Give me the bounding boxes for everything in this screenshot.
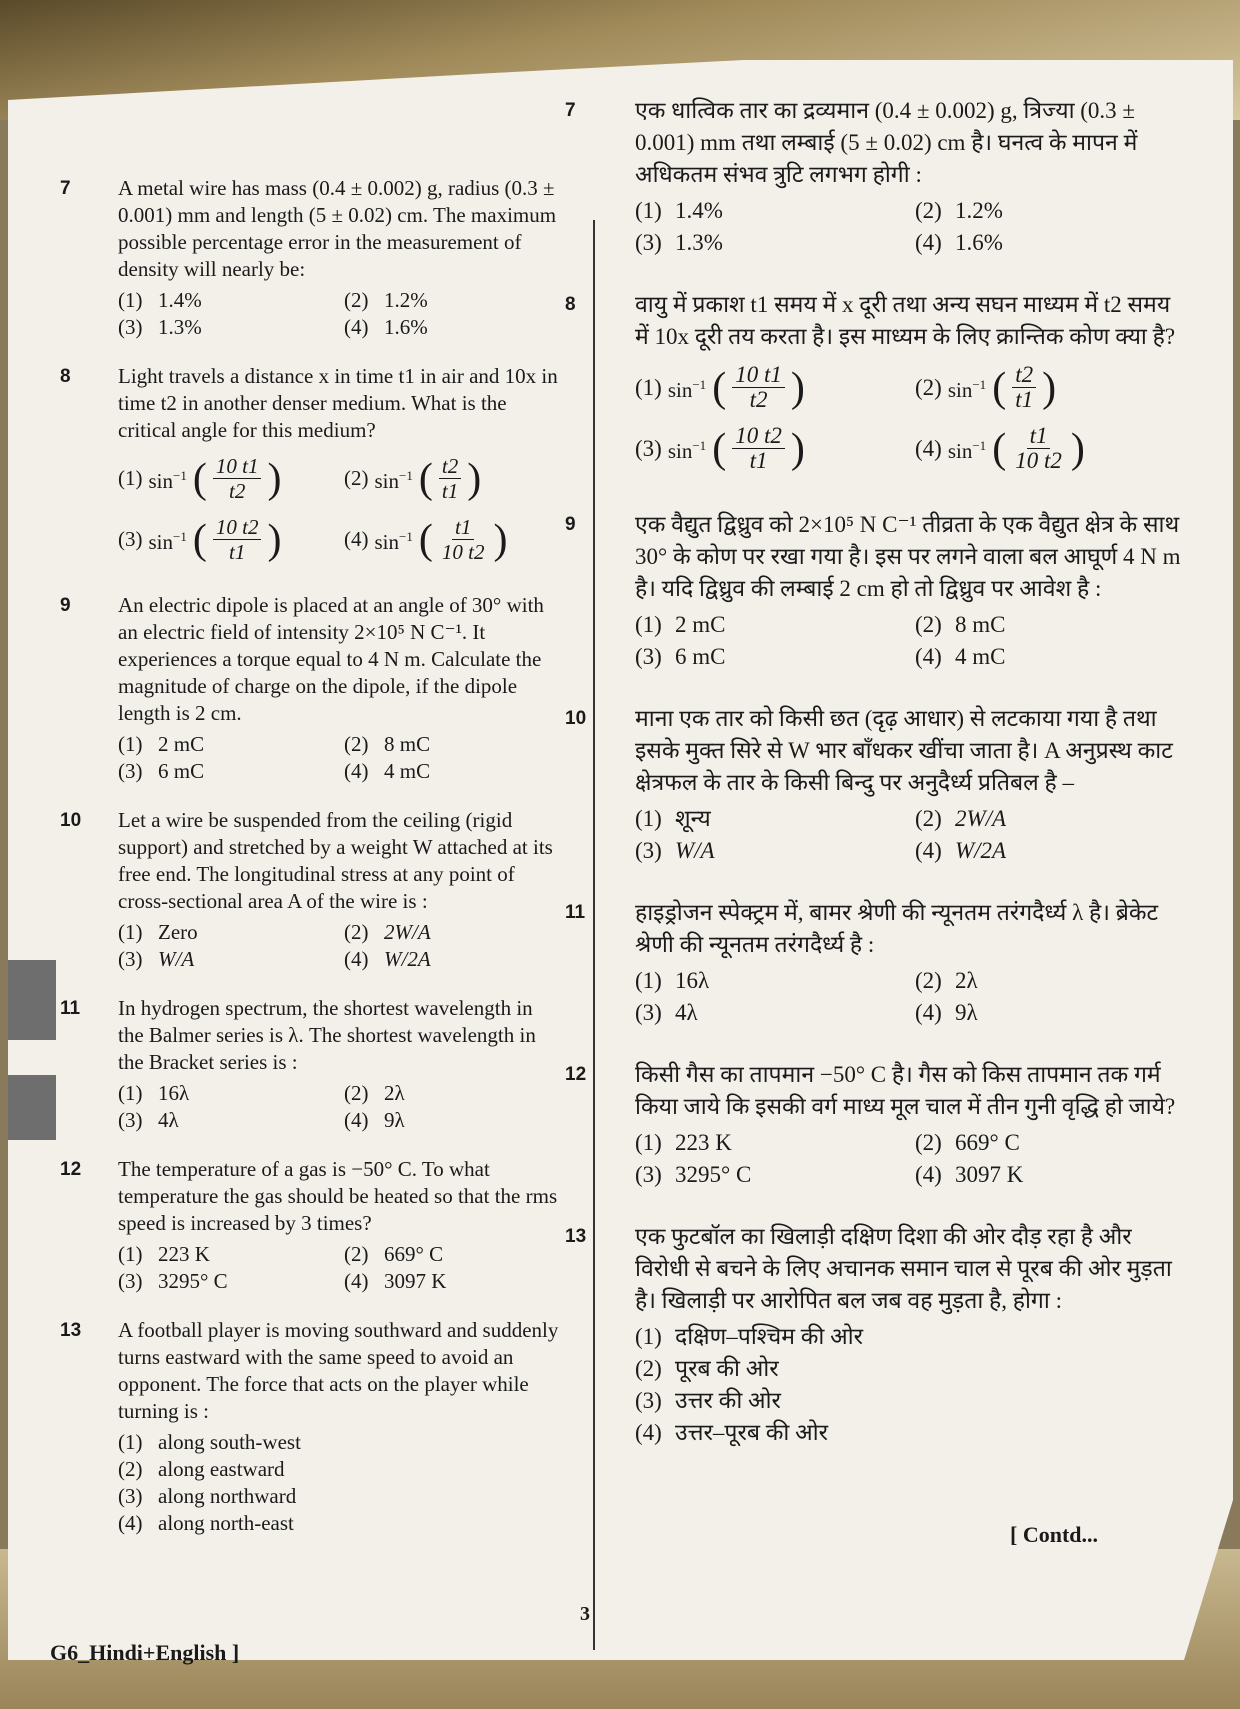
question-text: एक फुटबॉल का खिलाड़ी दक्षिण दिशा की ओर दौड़ रहा है और विरोधी से बचने के लिए अचानक समान चाल से पूरब की ओर मुड़ता है। खिलाड़ी पर आरोपित बल जब वह मुड़ता है, होगा : — [635, 1224, 1172, 1313]
question-number: 12 — [60, 1159, 82, 1180]
option: (4) 4 mC — [915, 644, 1006, 669]
option: (1) 16λ — [635, 968, 710, 993]
question-11-en — [60, 995, 560, 1134]
option: (3) 6 mC — [635, 644, 726, 669]
option: (2) $\sin^{-1}$ ( $\frac{t2}{t1}$ ) — [915, 362, 1057, 412]
english-column — [60, 175, 560, 1559]
question-8-en — [60, 363, 560, 570]
option: (2) 8 mC — [344, 732, 431, 756]
question-13-hi — [565, 1221, 1185, 1449]
option: (2) 2W/A — [344, 920, 431, 944]
option: (1) $\sin^{-1}$ ( $\frac{10 t1}{t2}$ ) — [635, 362, 805, 412]
option: (2) 669° C — [344, 1242, 444, 1266]
question-13-en — [60, 1317, 560, 1537]
question-7-hi — [565, 95, 1185, 259]
question-number: 7 — [60, 178, 71, 199]
page-number: 3 — [580, 1603, 590, 1625]
question-text: वायु में प्रकाश t1 समय में x दूरी तथा अन्य सघन माध्यम में t2 समय में 10x दूरी तय करता है। इस माध्यम के लिए क्रान्तिक कोण क्या है? — [635, 292, 1176, 349]
option: (2) पूरब की ओर — [635, 1356, 779, 1381]
option: (2) 669° C — [915, 1130, 1020, 1155]
option: (4) 4 mC — [344, 759, 431, 783]
question-number: 10 — [60, 810, 82, 831]
question-text: A football player is moving southward and suddenly turns eastward with the same speed to avoid an opponent. The force that acts on the player while turning is : — [118, 1318, 559, 1423]
question-number: 7 — [565, 100, 576, 121]
question-text: किसी गैस का तापमान −50° C है। गैस को किस तापमान तक गर्म किया जाये कि इसकी वर्ग माध्य मूल चाल में तीन गुनी वृद्धि हो जाये? — [635, 1062, 1176, 1119]
question-number: 8 — [565, 294, 576, 315]
option: (1) 2 mC — [118, 732, 205, 756]
paper-code: G6_Hindi+English ] — [50, 1640, 240, 1665]
question-text: The temperature of a gas is −50° C. To what temperature the gas should be heated so that the rms speed is increased by 3 times? — [118, 1157, 558, 1235]
option: (2) 2λ — [344, 1081, 405, 1105]
hindi-column — [565, 95, 1185, 1479]
option: (1) 16λ — [118, 1081, 190, 1105]
option: (1) 1.4% — [635, 198, 723, 223]
option: (1) 1.4% — [118, 288, 202, 312]
question-number: 11 — [60, 998, 81, 1019]
option: (1) 223 K — [635, 1130, 732, 1155]
option: (3) 4λ — [635, 1000, 698, 1025]
question-8-hi — [565, 289, 1185, 479]
option: (3) $\sin^{-1}$ ( $\frac{10 t2}{t1}$ ) — [118, 515, 282, 564]
option: (3) 6 mC — [118, 759, 205, 783]
option: (3) 1.3% — [635, 230, 723, 255]
question-text: Light travels a distance x in time t1 in air and 10x in time t2 in another denser medium. What is the critical angle for this medium? — [118, 364, 558, 442]
option: (4) 1.6% — [915, 230, 1003, 255]
option: (4) 9λ — [915, 1000, 978, 1025]
option: (4) उत्तर–पूरब की ओर — [635, 1420, 829, 1445]
question-9-hi — [565, 509, 1185, 673]
option: (1) $\sin^{-1}$ ( $\frac{10 t1}{t2}$ ) — [118, 454, 282, 503]
option: (3) 4λ — [118, 1108, 179, 1132]
option: (4) 1.6% — [344, 315, 428, 339]
binding-tab — [8, 960, 56, 1040]
option: (3) 3295° C — [635, 1162, 752, 1187]
option: (2) $\sin^{-1}$ ( $\frac{t2}{t1}$ ) — [344, 454, 482, 503]
binding-tab — [8, 1075, 56, 1140]
question-text: An electric dipole is placed at an angle of 30° with an electric field of intensity 2×10⁵ N C⁻¹. It experiences a torque equal to 4 N m. Calculate the magnitude of charge on the dipole, if the dipole length is 2 cm. — [118, 593, 544, 725]
option: (2) 8 mC — [915, 612, 1006, 637]
question-number: 8 — [60, 366, 71, 387]
question-7-en — [60, 175, 560, 341]
option: (1) शून्य — [635, 806, 711, 831]
question-number: 13 — [60, 1320, 82, 1341]
question-text: हाइड्रोजन स्पेक्ट्रम में, बामर श्रेणी की न्यूनतम तरंगदैर्ध्य λ है। ब्रेकेट श्रेणी की न्यूनतम तरंगदैर्ध्य है : — [635, 900, 1159, 957]
option: (3) 1.3% — [118, 315, 202, 339]
option: (3) 3295° C — [118, 1269, 228, 1293]
question-text: माना एक तार को किसी छत (दृढ़ आधार) से लटकाया गया है तथा इसके मुक्त सिरे से W भार बाँधकर खींचा जाता है। A अनुप्रस्थ काट क्षेत्रफल के तार के किसी बिन्दु पर अनुदैर्ध्य प्रतिबल है – — [635, 706, 1173, 795]
continued-label: [ Contd... — [1010, 1522, 1099, 1547]
option: (3) $\sin^{-1}$ ( $\frac{10 t2}{t1}$ ) — [635, 423, 805, 473]
question-10-en — [60, 807, 560, 973]
option: (4) 9λ — [344, 1108, 405, 1132]
option: (4) $\sin^{-1}$ ( $\frac{t1}{10 t2}$ ) — [344, 515, 508, 564]
question-text: In hydrogen spectrum, the shortest wavelength in the Balmer series is λ. The shortest wavelength in the Bracket series is : — [118, 996, 536, 1074]
question-number: 10 — [565, 708, 587, 729]
option: (3) W/A — [635, 838, 715, 863]
option: (4) 3097 K — [915, 1162, 1024, 1187]
option: (1) दक्षिण–पश्चिम की ओर — [635, 1324, 864, 1349]
option: (1) along south-west — [118, 1430, 301, 1454]
question-number: 9 — [60, 595, 71, 616]
option: (1) Zero — [118, 920, 198, 944]
option: (4) W/2A — [915, 838, 1007, 863]
option: (2) 1.2% — [344, 288, 428, 312]
option: (4) $\sin^{-1}$ ( $\frac{t1}{10 t2}$ ) — [915, 423, 1085, 473]
question-text: एक धात्विक तार का द्रव्यमान (0.4 ± 0.002) g, त्रिज्या (0.3 ± 0.001) mm तथा लम्बाई (5 ± 0.02) cm है। घनत्व के मापन में अधिकतम संभव त्रुटि लगभग होगी : — [635, 98, 1138, 187]
question-text: Let a wire be suspended from the ceiling (rigid support) and stretched by a weight W attached at its free end. The longitudinal stress at any point of cross-sectional area A of the wire is : — [118, 808, 553, 913]
question-number: 12 — [565, 1064, 587, 1085]
option: (4) W/2A — [344, 947, 431, 971]
option: (2) along eastward — [118, 1457, 285, 1481]
option: (3) उत्तर की ओर — [635, 1388, 781, 1413]
option: (3) W/A — [118, 947, 195, 971]
option: (4) along north-east — [118, 1511, 294, 1535]
question-number: 13 — [565, 1226, 587, 1247]
question-number: 9 — [565, 514, 576, 535]
option: (4) 3097 K — [344, 1269, 447, 1293]
question-9-en — [60, 592, 560, 785]
option: (1) 2 mC — [635, 612, 726, 637]
question-11-hi — [565, 897, 1185, 1029]
option: (2) 1.2% — [915, 198, 1003, 223]
option: (3) along northward — [118, 1484, 297, 1508]
question-text: A metal wire has mass (0.4 ± 0.002) g, radius (0.3 ± 0.001) mm and length (5 ± 0.02) cm. The maximum possible percentage error in the measurement of density will nearly be: — [118, 176, 557, 281]
option: (2) 2W/A — [915, 806, 1007, 831]
option: (1) 223 K — [118, 1242, 210, 1266]
option: (2) 2λ — [915, 968, 978, 993]
question-12-en — [60, 1156, 560, 1295]
question-text: एक वैद्युत द्विध्रुव को 2×10⁵ N C⁻¹ तीव्रता के एक वैद्युत क्षेत्र के साथ 30° के कोण पर रखा गया है। इस पर लगने वाला बल आघूर्ण 4 N m है। यदि द्विध्रुव की लम्बाई 2 cm हो तो द्विध्रुव पर आवेश है : — [635, 512, 1181, 601]
question-number: 11 — [565, 902, 586, 923]
question-12-hi — [565, 1059, 1185, 1191]
question-10-hi — [565, 703, 1185, 867]
